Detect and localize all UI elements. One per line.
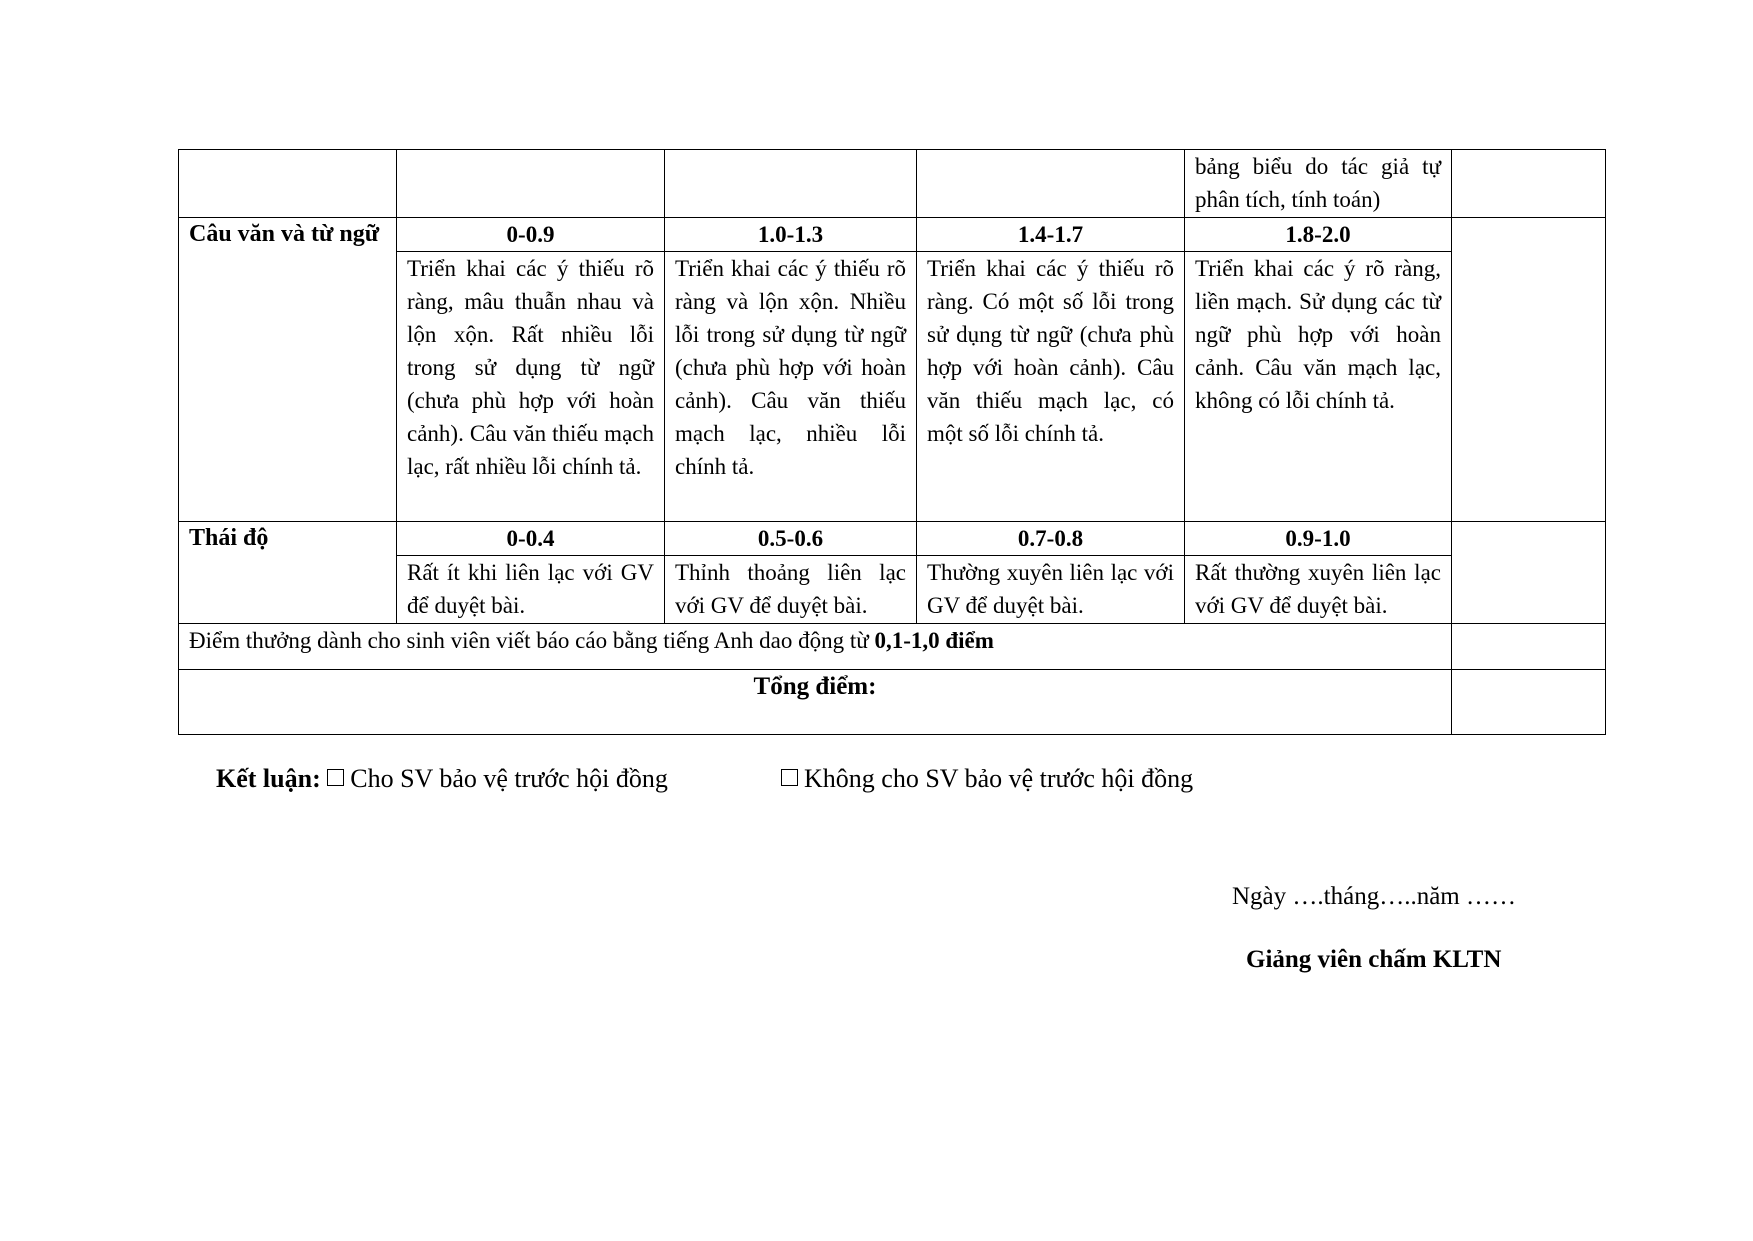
date-line: Ngày ….tháng…..năm …… <box>1232 883 1516 910</box>
score-cell <box>1452 522 1606 624</box>
score-cell <box>1452 624 1606 670</box>
option-deny-defense: Không cho SV bảo vệ trước hội đồng <box>804 764 1194 793</box>
signature-title: Giảng viên chấm KLTN <box>1246 946 1502 973</box>
conclusion-line <box>216 762 668 796</box>
total-score-cell <box>1452 670 1606 735</box>
score-range: 1.8-2.0 <box>1185 218 1452 252</box>
table-row-bonus <box>179 624 1606 670</box>
level-description: Rất thường xuyên liên lạc với GV để duyệt bài. <box>1185 556 1452 624</box>
table-row-ranges <box>179 218 1606 252</box>
continuation-cell-3 <box>665 150 917 218</box>
level-description: Rất ít khi liên lạc với GV để duyệt bài. <box>397 556 665 624</box>
bonus-range: 0,1-1,0 điểm <box>874 628 994 653</box>
score-cell <box>1452 150 1606 218</box>
table-row-ranges <box>179 522 1606 556</box>
continuation-cell-1 <box>179 150 397 218</box>
score-range: 0.9-1.0 <box>1185 522 1452 556</box>
score-range: 1.0-1.3 <box>665 218 917 252</box>
criterion-label: Câu văn và từ ngữ <box>179 218 397 522</box>
conclusion-option-2 <box>781 762 1193 796</box>
bonus-text: Điểm thưởng dành cho sinh viên viết báo cáo bằng tiếng Anh dao động từ <box>189 628 875 653</box>
total-score-label: Tổng điểm: <box>179 670 1452 735</box>
table-row-total <box>179 670 1606 735</box>
continuation-cell-2 <box>397 150 665 218</box>
score-range: 1.4-1.7 <box>917 218 1185 252</box>
option-allow-defense: Cho SV bảo vệ trước hội đồng <box>350 764 668 793</box>
checkbox-deny-defense[interactable] <box>781 769 798 786</box>
score-range: 0-0.9 <box>397 218 665 252</box>
score-cell <box>1452 218 1606 522</box>
level-description: Thường xuyên liên lạc với GV để duyệt bài. <box>917 556 1185 624</box>
score-range: 0.7-0.8 <box>917 522 1185 556</box>
level-description: Triển khai các ý thiếu rõ ràng. Có một số lỗi trong sử dụng từ ngữ (chưa phù hợp với hoàn cảnh). Câu văn thiếu mạch lạc, có một số lỗi chính tả. <box>917 252 1185 522</box>
rubric-table <box>178 149 1606 735</box>
score-range: 0-0.4 <box>397 522 665 556</box>
level-description: Triển khai các ý thiếu rõ ràng và lộn xộn. Nhiều lỗi trong sử dụng từ ngữ (chưa phù hợp với hoàn cảnh). Câu văn thiếu mạch lạc, nhiều lỗi chính tả. <box>665 252 917 522</box>
level-description: Triển khai các ý rõ ràng, liền mạch. Sử dụng các từ ngữ phù hợp với hoàn cảnh. Câu văn mạch lạc, không có lỗi chính tả. <box>1185 252 1452 522</box>
criterion-label: Thái độ <box>179 522 397 624</box>
score-range: 0.5-0.6 <box>665 522 917 556</box>
bonus-note <box>179 624 1452 670</box>
checkbox-allow-defense[interactable] <box>327 769 344 786</box>
level-description: Thỉnh thoảng liên lạc với GV để duyệt bài. <box>665 556 917 624</box>
conclusion-label: Kết luận: <box>216 764 321 793</box>
continuation-cell-4 <box>917 150 1185 218</box>
level-description: Triển khai các ý thiếu rõ ràng, mâu thuẫn nhau và lộn xộn. Rất nhiều lỗi trong sử dụng từ ngữ (chưa phù hợp với hoàn cảnh). Câu văn thiếu mạch lạc, rất nhiều lỗi chính tả. <box>397 252 665 522</box>
table-row-continuation <box>179 150 1606 218</box>
continuation-text: bảng biểu do tác giả tự phân tích, tính toán) <box>1185 150 1452 218</box>
